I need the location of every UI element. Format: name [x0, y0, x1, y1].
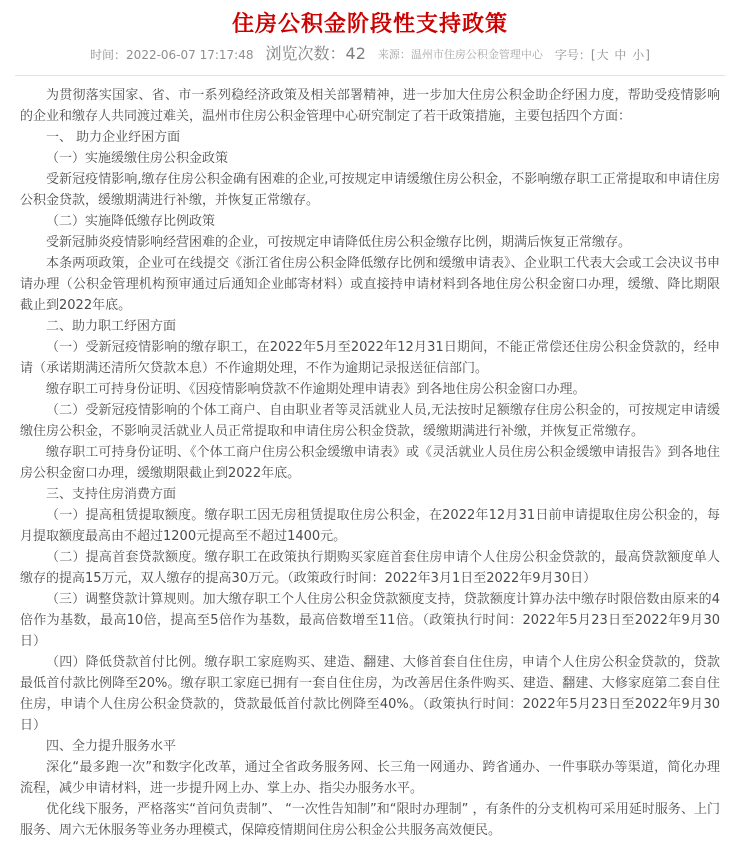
paragraph: 本条两项政策，企业可在线提交《浙江省住房公积金降低缴存比例和缓缴申请表》、企业职工代表大会或工会决议书申请办理（公积金管理机构预审通过后通知企业邮寄材料）或直接持申请材料到各地住房公积金窗口办理，缓缴、降比期限截止到2022年底。 — [20, 256, 720, 313]
paragraph: （四）降低贷款首付比例。缴存职工家庭购买、建造、翻建、大修首套自住住房，申请个人住房公积金贷款的，贷款最低首付款比例降至20%。缴存职工家庭已拥有一套自住住房，为改善居住条件购买、建造、翻建、大修家庭第二套自住住房，申请个人住房公积金贷款的，贷款最低首付款比例降至40%。（政策执行时间：2022年5月23日至2022年9月30日） — [20, 655, 720, 733]
font-size-large-button[interactable]: 大 — [596, 47, 609, 62]
view-count — [265, 44, 366, 63]
paragraph: 缴存职工可持身份证明、《因疫情影响贷款不作逾期处理申请表》到各地住房公积金窗口办理。 — [46, 382, 586, 397]
paragraph: 深化“最多跑一次”和数字化改革，通过全省政务服务网、长三角一网通办、跨省通办、一件事联办等渠道，简化办理流程，减少申请材料，进一步提升网上办、掌上办、指尖办服务水平。 — [20, 760, 720, 796]
paragraph: （一）受新冠疫情影响的缴存职工，在2022年5月至2022年12月31日期间，不能正常偿还住房公积金贷款的，经申请（承诺期满还清所欠贷款本息）不作逾期处理，不作为逾期记录报送征信部门。 — [20, 340, 720, 376]
section-2-heading: 二、助力职工纾困方面 — [46, 319, 177, 334]
paragraph: （二）提高首套贷款额度。缴存职工在政策执行期购买家庭首套住房申请个人住房公积金贷款的，最高贷款额度单人缴存的提高15万元，双人缴存的提高30万元。（政策政行时间：2022年3月1日至2022年9月30日） — [20, 550, 720, 586]
page-title: 住房公积金阶段性支持政策 — [231, 12, 508, 37]
section-1-heading: 一、 助力企业纾困方面 — [46, 130, 181, 145]
paragraph: 缴存职工可持身份证明、《个体工商户住房公积金缓缴申请表》或《灵活就业人员住房公积金缓缴申请报告》到各地住房公积金窗口办理，缓缴期限截止到2022年底。 — [20, 445, 720, 481]
font-size-small-button[interactable]: 小 — [632, 47, 645, 62]
paragraph: 受新冠疫情影响,缴存住房公积金确有困难的企业,可按规定申请缓缴住房公积金，不影响缴存职工正常提取和申请住房公积金贷款，缓缴期满进行补缴，并恢复正常缴存。 — [20, 172, 720, 208]
font-size-medium-button[interactable]: 中 — [614, 47, 627, 62]
article-body — [0, 76, 740, 841]
paragraph: （一）提高租赁提取额度。缴存职工因无房租赁提取住房公积金，在2022年12月31日前申请提取住房公积金的，每月提取额度最高由不超过1200元提高至不超过1400元。 — [20, 508, 720, 544]
source: 来源：温州市住房公积金管理中心 — [377, 47, 543, 61]
paragraph: （三）调整贷款计算规则。加大缴存职工个人住房公积金贷款额度支持，贷款额度计算办法中缴存时限倍数由原来的4倍作为基数，最高10倍，提高至5倍作为基数，最高倍数增至11倍。（政策执行时间：2022年5月23日至2022年9月30日） — [20, 592, 720, 649]
paragraph: 受新冠肺炎疫情影响经营困难的企业，可按规定申请降低住房公积金缴存比例，期满后恢复正常缴存。 — [46, 235, 632, 250]
section-3-heading: 三、支持住房消费方面 — [46, 487, 177, 502]
font-size-switcher — [555, 48, 650, 62]
font-size-prefix: 字号：[ — [554, 47, 596, 62]
section-1-sub-2: （二）实施降低缴存比例政策 — [46, 214, 216, 229]
font-size-suffix: ] — [645, 47, 650, 62]
publish-time: 时间：2022-06-07 17:17:48 — [90, 47, 254, 62]
section-4-heading: 四、全力提升服务水平 — [46, 739, 177, 754]
paragraph-intro: 为贯彻落实国家、省、市一系列稳经济政策及相关部署精神，进一步加大住房公积金助企纾困力度，帮助受疫情影响的企业和缴存人共同渡过难关，温州市住房公积金管理中心研究制定了若干政策措施，主要包括四个方面： — [20, 88, 720, 124]
view-count-value: 42 — [345, 44, 366, 63]
view-count-label: 浏览次数： — [265, 44, 346, 63]
paragraph: （二）受新冠疫情影响的个体工商户、自由职业者等灵活就业人员,无法按时足额缴存住房公积金的，可按规定申请缓缴住房公积金，不影响灵活就业人员正常提取和申请住房公积金贷款，缓缴期满进行补缴，并恢复正常缴存。 — [20, 403, 720, 439]
section-1-sub-1: （一）实施缓缴住房公积金政策 — [46, 151, 229, 166]
paragraph: 优化线下服务，严格落实“首问负责制”、 “一次性告知制”和“限时办理制” ，有条件的分支机构可采用延时服务、上门服务、周六无休服务等业务办理模式，保障疫情期间住房公积金公共服务高效便民。 — [20, 802, 720, 838]
meta-bar — [0, 45, 740, 64]
